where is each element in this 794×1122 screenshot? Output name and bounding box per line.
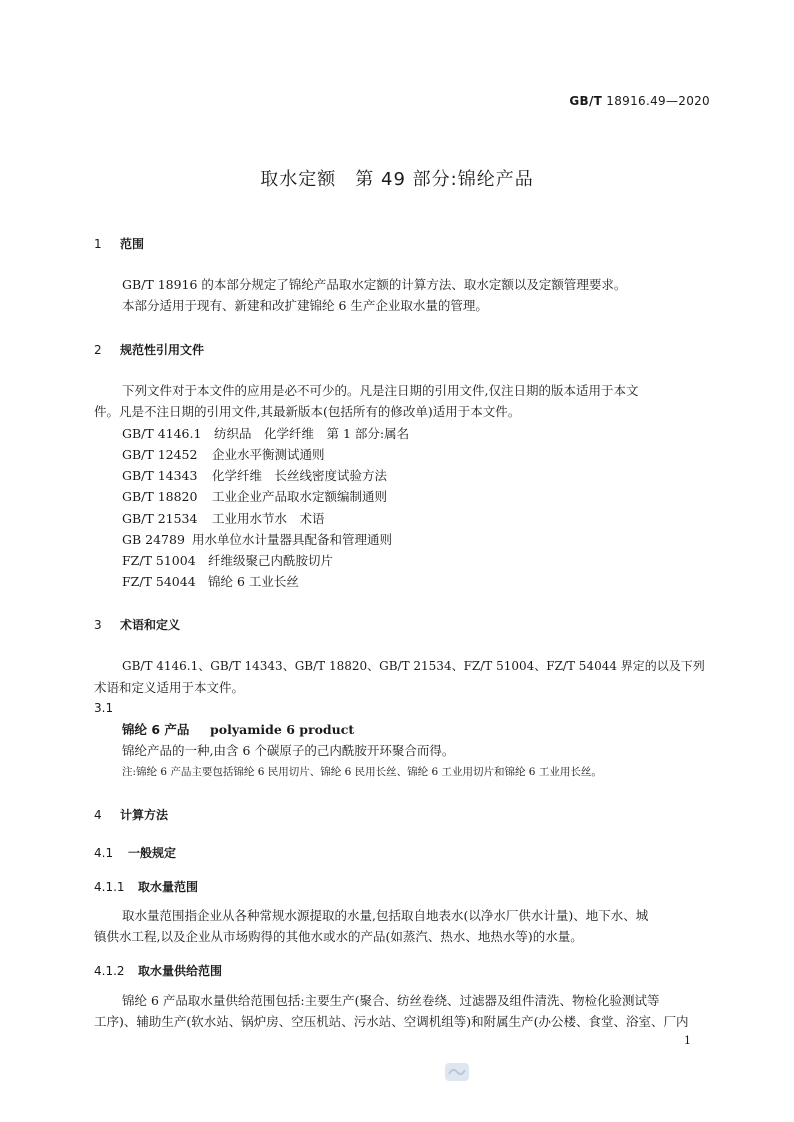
- section-number: 4.1: [94, 846, 114, 860]
- note: 注:锦纶 6 产品主要包括锦纶 6 民用切片、锦纶 6 民用长丝、锦纶 6 工业用切片和锦纶 6 工业用长丝。: [122, 766, 602, 778]
- section-title: 范围: [120, 237, 145, 251]
- reference-item: [122, 550, 333, 571]
- reference-item: [122, 571, 299, 592]
- paragraph: GB/T 4146.1、GB/T 14343、GB/T 18820、GB/T 21534、FZ/T 51004、FZ/T 54044 界定的以及下列: [122, 659, 705, 673]
- subsection-4-1-1-heading: [94, 878, 198, 895]
- section-number: 4.1.2: [94, 964, 125, 978]
- section-number: 4.1.1: [94, 880, 125, 894]
- reference-code: GB/T 21534: [122, 511, 198, 526]
- paragraph: 镇供水工程,以及企业从市场购得的其他水或水的产品(如蒸汽、热水、地热水等)的水量。: [94, 929, 583, 944]
- reference-title: 用水单位水计量器具配备和管理通则: [192, 532, 393, 547]
- paragraph: GB/T 18916 的本部分规定了锦纶产品取水定额的计算方法、取水定额以及定额管理要求。: [122, 277, 627, 292]
- section-title: 一般规定: [128, 846, 177, 860]
- paragraph: 件。凡是不注日期的引用文件,其最新版本(包括所有的修改单)适用于本文件。: [94, 404, 521, 419]
- reference-code: GB/T 18820: [122, 489, 198, 504]
- reference-title: 企业水平衡测试通则: [212, 447, 325, 462]
- watermark-logo-icon: [444, 1060, 470, 1084]
- section-title: 计算方法: [120, 808, 169, 822]
- reference-title: 工业用水节水 术语: [212, 511, 325, 526]
- section-1-heading: [94, 235, 144, 252]
- term-chinese: 锦纶 6 产品: [122, 722, 190, 737]
- term-entry: [122, 719, 354, 741]
- paragraph: 工序)、辅助生产(软水站、锅炉房、空压机站、污水站、空调机组等)和附属生产(办公楼、食堂、浴室、厂内: [94, 1014, 689, 1029]
- page-number: 1: [684, 1034, 691, 1047]
- reference-title: 纤维级聚己内酰胺切片: [208, 553, 334, 568]
- subsection-4-1-2-heading: [94, 962, 222, 979]
- reference-code: GB/T 14343: [122, 468, 198, 483]
- section-number: 3: [94, 618, 102, 632]
- standard-code: [569, 94, 710, 108]
- reference-item: [122, 529, 392, 550]
- reference-item: [122, 486, 387, 507]
- section-title: 取水量范围: [138, 880, 199, 894]
- subsection-4-1-heading: [94, 844, 176, 861]
- reference-code: FZ/T 51004: [122, 553, 196, 568]
- reference-item: [122, 508, 325, 529]
- term-definition: 锦纶产品的一种,由含 6 个碳原子的己内酰胺开环聚合而得。: [122, 743, 455, 758]
- section-4-heading: [94, 806, 168, 823]
- section-2-heading: [94, 341, 204, 358]
- reference-code: GB/T 4146.1: [122, 426, 202, 441]
- section-number: 2: [94, 343, 102, 357]
- section-title: 取水量供给范围: [138, 964, 223, 978]
- section-number: 1: [94, 237, 102, 251]
- paragraph: 术语和定义适用于本文件。: [94, 680, 245, 695]
- section-3-heading: [94, 616, 180, 633]
- reference-item: [122, 465, 387, 486]
- standard-prefix: GB/T: [569, 94, 603, 108]
- reference-title: 化学纤维 长丝线密度试验方法: [212, 468, 388, 483]
- reference-code: GB 24789: [122, 532, 185, 547]
- section-number: 4: [94, 808, 102, 822]
- paragraph: 下列文件对于本文件的应用是必不可少的。凡是注日期的引用文件,仅注日期的版本适用于本文: [122, 383, 639, 398]
- paragraph: 取水量范围指企业从各种常规水源提取的水量,包括取自地表水(以净水厂供水计量)、地下水、城: [122, 908, 649, 923]
- section-title: 规范性引用文件: [120, 343, 205, 357]
- standard-number: 18916.49—2020: [606, 94, 710, 108]
- term-number: 3.1: [94, 701, 114, 715]
- reference-item: [122, 444, 325, 465]
- section-title: 术语和定义: [120, 618, 181, 632]
- paragraph: 锦纶 6 产品取水量供给范围包括:主要生产(聚合、纺丝卷绕、过滤器及组件清洗、物检化验测试等: [122, 993, 660, 1008]
- term-english: polyamide 6 product: [210, 722, 355, 737]
- reference-item: [122, 423, 409, 444]
- reference-code: GB/T 12452: [122, 447, 198, 462]
- reference-title: 纺织品 化学纤维 第 1 部分:属名: [214, 426, 410, 441]
- paragraph: 本部分适用于现有、新建和改扩建锦纶 6 生产企业取水量的管理。: [122, 298, 488, 313]
- reference-code: FZ/T 54044: [122, 574, 196, 589]
- document-title: 取水定额 第 49 部分:锦纶产品: [260, 169, 534, 190]
- reference-title: 工业企业产品取水定额编制通则: [212, 489, 388, 504]
- reference-title: 锦纶 6 工业长丝: [208, 574, 299, 589]
